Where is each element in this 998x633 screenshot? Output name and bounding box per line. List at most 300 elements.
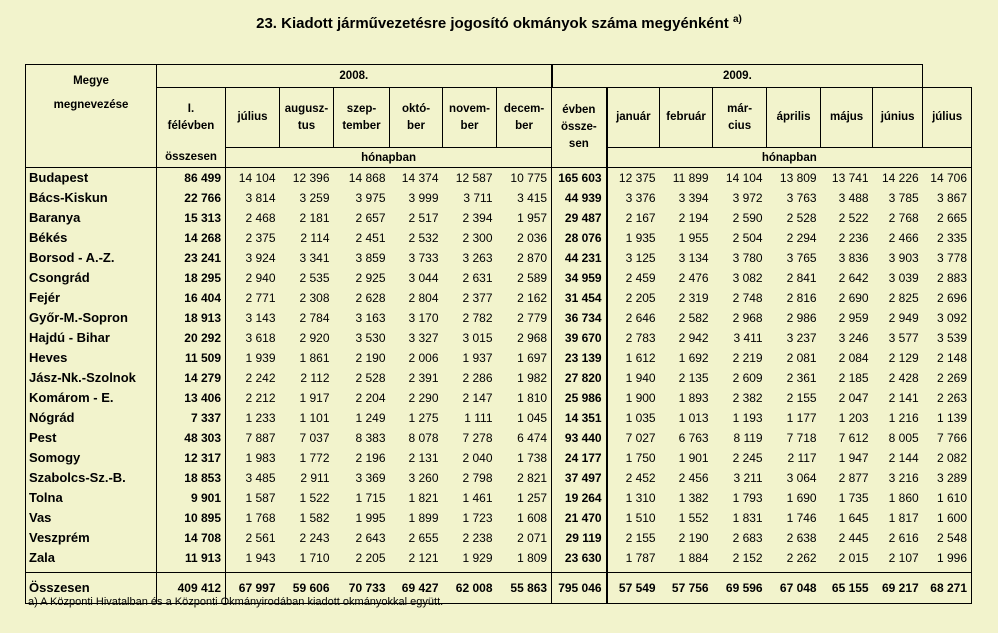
table-cell: 2 117 bbox=[787, 451, 817, 465]
header-felev bbox=[157, 88, 226, 148]
table-row bbox=[26, 408, 972, 428]
table-cell: 2 638 bbox=[786, 531, 817, 545]
table-cell: 3 975 bbox=[355, 191, 386, 205]
table-body bbox=[26, 168, 972, 604]
header-month-2009-line: július bbox=[932, 111, 963, 123]
table-cell: 48 303 bbox=[157, 428, 226, 448]
county-name: Jász-Nk.-Szolnok bbox=[26, 368, 157, 388]
table-cell: 2 816 bbox=[786, 291, 817, 305]
table-cell: 2 646 bbox=[607, 308, 660, 328]
table-cell: 3 530 bbox=[355, 331, 386, 345]
table-cell: 2 696 bbox=[923, 288, 972, 308]
table-cell: 1 817 bbox=[888, 511, 919, 525]
table-cell: 2 590 bbox=[732, 211, 763, 225]
header-month-2008 bbox=[390, 88, 443, 148]
table-cell: 57 549 bbox=[607, 573, 660, 604]
header-month-2008-line: szep- bbox=[346, 102, 377, 115]
table-cell: 2 319 bbox=[678, 291, 709, 305]
header-evben-line: össze- bbox=[560, 121, 597, 133]
header-month-2009-line: április bbox=[776, 111, 811, 123]
table-cell: 3 814 bbox=[245, 191, 276, 205]
total-label: Összesen bbox=[26, 573, 157, 604]
header-month-2009-line: cius bbox=[728, 119, 752, 132]
table-row bbox=[26, 528, 972, 548]
table-cell: 2 798 bbox=[462, 471, 493, 485]
table-row bbox=[26, 448, 972, 468]
table-cell: 2 269 bbox=[923, 368, 972, 388]
header-month-2009-line: május bbox=[829, 111, 864, 123]
county-name: Csongrád bbox=[26, 268, 157, 288]
table-cell: 3 785 bbox=[888, 191, 919, 205]
county-name: Somogy bbox=[26, 448, 157, 468]
table-cell: 14 104 bbox=[725, 171, 763, 185]
header-evben-line: évben bbox=[562, 104, 596, 116]
county-name: Bács-Kiskun bbox=[26, 188, 157, 208]
table-cell: 1 552 bbox=[678, 511, 709, 525]
table-cell: 2 911 bbox=[300, 471, 330, 485]
table-cell: 3 488 bbox=[838, 191, 869, 205]
table-row bbox=[26, 548, 972, 568]
header-month-2009 bbox=[873, 88, 923, 148]
table-cell: 2 804 bbox=[408, 291, 439, 305]
title-footnote-marker: a) bbox=[732, 14, 742, 25]
table-cell: 2 535 bbox=[299, 271, 330, 285]
table-cell: 2 242 bbox=[245, 371, 276, 385]
table-cell: 2 300 bbox=[462, 231, 493, 245]
county-name: Borsod - A.-Z. bbox=[26, 248, 157, 268]
table-cell: 2 219 bbox=[732, 351, 763, 365]
table-cell: 3 778 bbox=[923, 248, 972, 268]
table-cell: 2 155 bbox=[607, 528, 660, 548]
table-cell: 3 015 bbox=[462, 331, 493, 345]
table-cell: 2 940 bbox=[245, 271, 276, 285]
table-cell: 2 084 bbox=[838, 351, 869, 365]
table-cell: 3 972 bbox=[732, 191, 763, 205]
table-row bbox=[26, 428, 972, 448]
county-name: Fejér bbox=[26, 288, 157, 308]
table-cell: 2 748 bbox=[732, 291, 763, 305]
table-cell: 23 241 bbox=[157, 248, 226, 268]
table-cell: 2 451 bbox=[355, 231, 386, 245]
table-cell: 1 982 bbox=[497, 368, 552, 388]
table-cell: 1 943 bbox=[245, 551, 276, 565]
table-cell: 7 037 bbox=[299, 431, 330, 445]
table-cell: 2 532 bbox=[408, 231, 439, 245]
table-cell: 3 143 bbox=[245, 311, 276, 325]
table-cell: 2 589 bbox=[497, 268, 552, 288]
county-name: Pest bbox=[26, 428, 157, 448]
table-cell: 1 996 bbox=[923, 548, 972, 568]
table-cell: 8 005 bbox=[888, 431, 919, 445]
table-cell: 1 937 bbox=[462, 351, 493, 365]
table-cell: 69 217 bbox=[873, 573, 923, 604]
table-cell: 2 236 bbox=[838, 231, 869, 245]
table-cell: 1 810 bbox=[497, 388, 552, 408]
table-cell: 2 779 bbox=[497, 308, 552, 328]
table-cell: 1 111 bbox=[464, 411, 493, 425]
table-cell: 1 203 bbox=[838, 411, 869, 425]
table-cell: 2 238 bbox=[462, 531, 493, 545]
table-cell: 2 445 bbox=[838, 531, 869, 545]
table-row bbox=[26, 288, 972, 308]
table-cell: 2 114 bbox=[300, 231, 330, 245]
table-cell: 1 522 bbox=[299, 491, 330, 505]
table-cell: 3 369 bbox=[355, 471, 386, 485]
table-cell: 19 264 bbox=[552, 488, 607, 508]
table-cell: 8 383 bbox=[355, 431, 386, 445]
table-cell: 2 771 bbox=[245, 291, 276, 305]
table-cell: 2 205 bbox=[607, 288, 660, 308]
table-cell: 2 391 bbox=[408, 371, 439, 385]
table-cell: 1 831 bbox=[732, 511, 763, 525]
header-month-2008 bbox=[497, 88, 552, 148]
table-cell: 13 809 bbox=[779, 171, 817, 185]
table-cell: 1 690 bbox=[786, 491, 817, 505]
table-cell: 67 997 bbox=[226, 573, 280, 604]
header-month-2008-line: tember bbox=[342, 119, 381, 132]
table-cell: 6 474 bbox=[497, 428, 552, 448]
header-year-2009: 2009. bbox=[552, 65, 923, 88]
table-cell: 409 412 bbox=[157, 573, 226, 604]
table-cell: 2 361 bbox=[786, 371, 817, 385]
table-cell: 2 141 bbox=[888, 391, 919, 405]
table-cell: 2 121 bbox=[408, 551, 439, 565]
table-cell: 13 741 bbox=[831, 171, 869, 185]
header-month-2008 bbox=[334, 88, 390, 148]
table-cell: 3 859 bbox=[355, 251, 386, 265]
table-cell: 2 148 bbox=[923, 348, 972, 368]
table-cell: 2 628 bbox=[355, 291, 386, 305]
table-cell: 3 125 bbox=[607, 248, 660, 268]
table-row bbox=[26, 468, 972, 488]
table-cell: 1 939 bbox=[245, 351, 276, 365]
table-cell: 3 765 bbox=[786, 251, 817, 265]
table-cell: 2 825 bbox=[888, 291, 919, 305]
data-table bbox=[25, 64, 972, 604]
table-cell: 2 152 bbox=[732, 551, 763, 565]
table-cell: 2 107 bbox=[888, 551, 919, 565]
table-cell: 2 185 bbox=[838, 371, 869, 385]
table-cell: 2 394 bbox=[462, 211, 493, 225]
table-cell: 2 144 bbox=[888, 451, 919, 465]
table-cell: 3 170 bbox=[408, 311, 439, 325]
table-cell: 2 959 bbox=[838, 311, 869, 325]
table-cell: 2 131 bbox=[408, 451, 439, 465]
header-month-2008 bbox=[443, 88, 497, 148]
table-cell: 1 935 bbox=[607, 228, 660, 248]
table-cell: 2 631 bbox=[462, 271, 493, 285]
footnote: a) A Központi Hivatalban és a Központi Okmányirodában kiadott okmányokkal együtt. bbox=[28, 596, 444, 608]
table-cell: 29 119 bbox=[552, 528, 607, 548]
table-cell: 2 466 bbox=[888, 231, 919, 245]
table-cell: 1 929 bbox=[462, 551, 493, 565]
table-cell: 3 411 bbox=[733, 331, 763, 345]
table-cell: 2 135 bbox=[678, 371, 709, 385]
table-row bbox=[26, 188, 972, 208]
header-month-2008-line: augusz- bbox=[284, 102, 329, 115]
table-cell: 69 427 bbox=[390, 573, 443, 604]
table-cell: 2 642 bbox=[838, 271, 869, 285]
table-cell: 3 134 bbox=[678, 251, 709, 265]
table-cell: 2 204 bbox=[355, 391, 386, 405]
table-cell: 23 139 bbox=[552, 348, 607, 368]
table-cell: 2 245 bbox=[732, 451, 763, 465]
table-cell: 7 766 bbox=[923, 428, 972, 448]
table-cell: 2 081 bbox=[786, 351, 817, 365]
table-cell: 55 863 bbox=[497, 573, 552, 604]
header-month-2009 bbox=[821, 88, 873, 148]
header-month-2009 bbox=[923, 88, 972, 148]
table-cell: 1 582 bbox=[299, 511, 330, 525]
table-cell: 3 246 bbox=[838, 331, 869, 345]
table-cell: 3 924 bbox=[245, 251, 276, 265]
table-cell: 3 577 bbox=[888, 331, 919, 345]
header-month-2009 bbox=[713, 88, 767, 148]
table-cell: 1 983 bbox=[245, 451, 276, 465]
table-cell: 3 211 bbox=[733, 471, 763, 485]
table-cell: 1 900 bbox=[607, 388, 660, 408]
table-cell: 59 606 bbox=[280, 573, 334, 604]
header-year-2008: 2008. bbox=[157, 65, 552, 88]
table-cell: 1 101 bbox=[299, 411, 330, 425]
table-cell: 2 375 bbox=[245, 231, 276, 245]
table-cell: 3 341 bbox=[299, 251, 330, 265]
header-month-2009 bbox=[660, 88, 713, 148]
table-cell: 1 901 bbox=[678, 451, 709, 465]
table-cell: 1 710 bbox=[299, 551, 330, 565]
table-cell: 1 947 bbox=[838, 451, 869, 465]
table-cell: 1 177 bbox=[786, 411, 817, 425]
table-cell: 14 706 bbox=[923, 168, 972, 189]
table-cell: 2 196 bbox=[355, 451, 386, 465]
header-felev-line2: félévben bbox=[167, 119, 215, 132]
table-cell: 1 861 bbox=[299, 351, 330, 365]
table-cell: 3 163 bbox=[355, 311, 386, 325]
table-cell: 1 193 bbox=[732, 411, 763, 425]
table-cell: 1 275 bbox=[408, 411, 439, 425]
table-cell: 2 522 bbox=[838, 211, 869, 225]
table-cell: 3 376 bbox=[607, 188, 660, 208]
table-cell: 14 708 bbox=[157, 528, 226, 548]
table-cell: 3 260 bbox=[408, 471, 439, 485]
table-cell: 1 612 bbox=[607, 348, 660, 368]
table-row bbox=[26, 368, 972, 388]
county-name: Hajdú - Bihar bbox=[26, 328, 157, 348]
table-cell: 14 104 bbox=[238, 171, 276, 185]
table-cell: 2 821 bbox=[497, 468, 552, 488]
table-cell: 2 147 bbox=[462, 391, 493, 405]
table-cell: 3 903 bbox=[888, 251, 919, 265]
header-month-2009-line: január bbox=[616, 111, 651, 123]
table-cell: 18 853 bbox=[157, 468, 226, 488]
table-cell: 7 278 bbox=[462, 431, 493, 445]
table-cell: 1 940 bbox=[607, 368, 660, 388]
table-cell: 3 618 bbox=[245, 331, 276, 345]
table-cell: 3 711 bbox=[463, 191, 493, 205]
table-cell: 3 064 bbox=[786, 471, 817, 485]
table-cell: 1 746 bbox=[786, 511, 817, 525]
table-cell: 3 763 bbox=[786, 191, 817, 205]
table-cell: 2 181 bbox=[299, 211, 330, 225]
table-cell: 70 733 bbox=[334, 573, 390, 604]
table-cell: 29 487 bbox=[552, 208, 607, 228]
county-name: Budapest bbox=[26, 168, 157, 189]
table-cell: 12 396 bbox=[292, 171, 330, 185]
table-cell: 11 899 bbox=[672, 171, 709, 185]
table-cell: 44 939 bbox=[552, 188, 607, 208]
table-cell: 1 013 bbox=[678, 411, 709, 425]
header-month-2008-line: ber bbox=[460, 119, 479, 132]
table-cell: 2 476 bbox=[678, 271, 709, 285]
table-row bbox=[26, 508, 972, 528]
table-cell: 2 294 bbox=[786, 231, 817, 245]
header-month-2008-line: ber bbox=[515, 119, 533, 132]
table-cell: 7 027 bbox=[607, 428, 660, 448]
table-cell: 16 404 bbox=[157, 288, 226, 308]
table-cell: 2 528 bbox=[355, 371, 386, 385]
header-month-2008 bbox=[280, 88, 334, 148]
county-name: Békés bbox=[26, 228, 157, 248]
table-cell: 1 821 bbox=[408, 491, 439, 505]
table-row bbox=[26, 328, 972, 348]
table-cell: 65 155 bbox=[821, 573, 873, 604]
table-cell: 1 955 bbox=[678, 231, 709, 245]
table-cell: 86 499 bbox=[157, 168, 226, 189]
table-cell: 18 913 bbox=[157, 308, 226, 328]
table-cell: 14 868 bbox=[348, 171, 386, 185]
table-cell: 2 582 bbox=[678, 311, 709, 325]
table-cell: 3 415 bbox=[497, 188, 552, 208]
table-cell: 2 006 bbox=[408, 351, 439, 365]
table-cell: 3 082 bbox=[732, 271, 763, 285]
header-months-row bbox=[26, 88, 972, 148]
table-cell: 2 036 bbox=[497, 228, 552, 248]
table-cell: 1 233 bbox=[245, 411, 276, 425]
header-honapban-2008: hónapban bbox=[226, 148, 552, 168]
table-cell: 44 231 bbox=[552, 248, 607, 268]
table-cell: 36 734 bbox=[552, 308, 607, 328]
table-cell: 93 440 bbox=[552, 428, 607, 448]
table-cell: 8 119 bbox=[733, 431, 763, 445]
table-cell: 2 783 bbox=[607, 328, 660, 348]
table-cell: 3 867 bbox=[923, 188, 972, 208]
table-cell: 1 995 bbox=[355, 511, 386, 525]
header-month-2009-line: június bbox=[880, 111, 915, 123]
table-cell: 69 596 bbox=[713, 573, 767, 604]
table-cell: 3 092 bbox=[923, 308, 972, 328]
table-cell: 2 561 bbox=[245, 531, 276, 545]
table-cell: 7 337 bbox=[157, 408, 226, 428]
table-cell: 1 768 bbox=[245, 511, 276, 525]
header-month-2009 bbox=[607, 88, 660, 148]
table-cell: 1 860 bbox=[888, 491, 919, 505]
header-megye-line2: megnevezése bbox=[53, 99, 129, 111]
header-megye-line1: Megye bbox=[73, 75, 109, 87]
table-cell: 15 313 bbox=[157, 208, 226, 228]
table-cell: 67 048 bbox=[767, 573, 821, 604]
table-cell: 3 394 bbox=[678, 191, 709, 205]
table-cell: 2 925 bbox=[355, 271, 386, 285]
header-month-2009 bbox=[767, 88, 821, 148]
title-text: 23. Kiadott járművezetésre jogosító okmányok száma megyénként bbox=[256, 15, 729, 32]
table-cell: 3 263 bbox=[462, 251, 493, 265]
table-cell: 3 216 bbox=[888, 471, 919, 485]
table-cell: 2 841 bbox=[786, 271, 817, 285]
header-sub-row bbox=[26, 148, 972, 168]
table-cell: 14 226 bbox=[881, 171, 919, 185]
table-cell: 31 454 bbox=[552, 288, 607, 308]
table-cell: 2 459 bbox=[607, 268, 660, 288]
table-cell: 1 809 bbox=[497, 548, 552, 568]
table-cell: 27 820 bbox=[552, 368, 607, 388]
table-cell: 13 406 bbox=[157, 388, 226, 408]
table-row bbox=[26, 308, 972, 328]
table-cell: 1 645 bbox=[838, 511, 869, 525]
header-megye bbox=[26, 65, 157, 168]
table-cell: 34 959 bbox=[552, 268, 607, 288]
table-cell: 1 587 bbox=[245, 491, 276, 505]
table-cell: 3 039 bbox=[888, 271, 919, 285]
table-row bbox=[26, 268, 972, 288]
table-cell: 62 008 bbox=[443, 573, 497, 604]
table-cell: 2 015 bbox=[838, 551, 869, 565]
table-cell: 1 257 bbox=[497, 488, 552, 508]
table-cell: 2 616 bbox=[888, 531, 919, 545]
table-cell: 3 539 bbox=[923, 328, 972, 348]
table-row bbox=[26, 248, 972, 268]
table-cell: 39 670 bbox=[552, 328, 607, 348]
county-name: Veszprém bbox=[26, 528, 157, 548]
table-cell: 2 129 bbox=[888, 351, 919, 365]
table-cell: 2 162 bbox=[497, 288, 552, 308]
table-cell: 12 317 bbox=[157, 448, 226, 468]
table-cell: 9 901 bbox=[157, 488, 226, 508]
table-cell: 2 968 bbox=[732, 311, 763, 325]
table-row bbox=[26, 168, 972, 189]
table-cell: 3 999 bbox=[408, 191, 439, 205]
table-cell: 3 780 bbox=[732, 251, 763, 265]
header-month-2008-line: decem- bbox=[503, 102, 545, 115]
table-cell: 6 763 bbox=[678, 431, 709, 445]
county-name: Nógrád bbox=[26, 408, 157, 428]
header-month-2008 bbox=[226, 88, 280, 148]
table-cell: 2 968 bbox=[497, 328, 552, 348]
table-cell: 2 949 bbox=[888, 311, 919, 325]
table-cell: 7 612 bbox=[838, 431, 869, 445]
table-cell: 1 461 bbox=[462, 491, 493, 505]
table-row bbox=[26, 488, 972, 508]
table-cell: 1 772 bbox=[299, 451, 330, 465]
table-cell: 2 040 bbox=[462, 451, 493, 465]
table-cell: 1 884 bbox=[678, 551, 709, 565]
table-cell: 3 733 bbox=[408, 251, 439, 265]
table-cell: 14 279 bbox=[157, 368, 226, 388]
table-cell: 14 374 bbox=[401, 171, 439, 185]
table-cell: 21 470 bbox=[552, 508, 607, 528]
table-cell: 1 697 bbox=[497, 348, 552, 368]
table-cell: 1 899 bbox=[408, 511, 439, 525]
table-cell: 2 190 bbox=[678, 531, 709, 545]
table-cell: 2 768 bbox=[888, 211, 919, 225]
table-cell: 2 870 bbox=[497, 248, 552, 268]
table-cell: 2 243 bbox=[299, 531, 330, 545]
table-cell: 2 528 bbox=[786, 211, 817, 225]
table-cell: 2 456 bbox=[678, 471, 709, 485]
table-cell: 2 382 bbox=[732, 391, 763, 405]
table-cell: 2 212 bbox=[245, 391, 276, 405]
table-cell: 1 692 bbox=[678, 351, 709, 365]
county-name: Baranya bbox=[26, 208, 157, 228]
